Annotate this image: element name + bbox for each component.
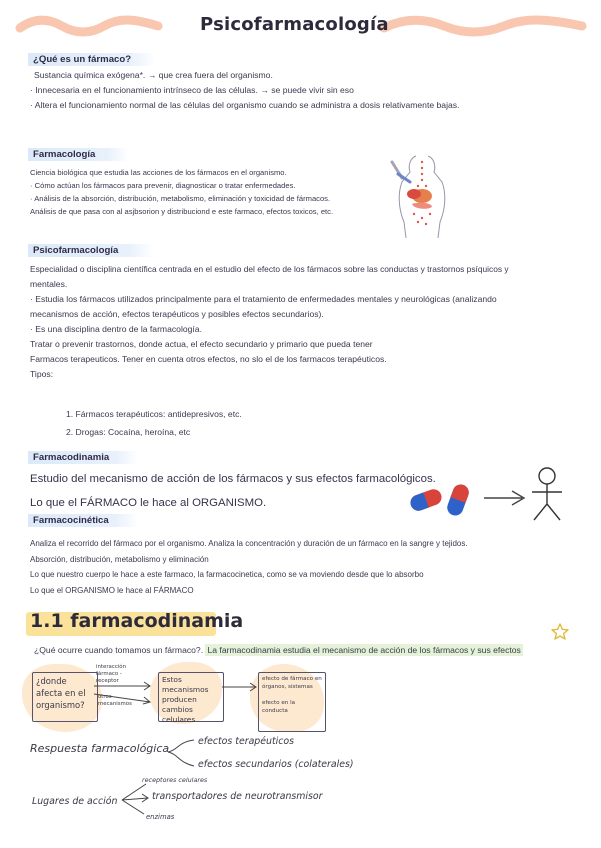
respuesta-item: efectos secundarios (colaterales) (198, 759, 354, 770)
diagram-text: efecto en la conducta (262, 700, 296, 714)
title-wave-right (378, 14, 588, 42)
text-line: Tratar o prevenir trastornos, donde actua, el efecto secundario y primario que pueda tener (30, 339, 373, 349)
diagram-arrows-1 (92, 672, 156, 708)
text-line: Tipos: (30, 369, 54, 379)
text-line: · Análisis de la absorción, distribución, metabolismo, eliminación y toxicidad de fármacos. (30, 194, 331, 203)
page-title: Psicofarmacología (200, 14, 389, 35)
section-body-farmacocinetica (30, 536, 590, 598)
question-highlight: La farmacodinamia estudia el mecanismo de acción de los fármacos y sus efectos (207, 645, 521, 655)
question-text: ¿Qué ocurre cuando tomamos un fármaco?. (34, 645, 204, 655)
diagram-arrow-label-top: interacción fármaco - receptor (96, 664, 127, 684)
text-line: · Cómo actúan los fármacos para prevenir, diagnosticar o tratar enfermedades. (30, 181, 296, 190)
section-body-farmacodinamia (30, 470, 450, 512)
digestive-system-icon (388, 152, 456, 240)
respuesta-item: efectos terapéuticos (198, 736, 295, 747)
diagram-box-donde (32, 672, 98, 722)
lugares-item: enzimas (146, 813, 175, 821)
section-heading-farmacodinamia: Farmacodinamia (28, 451, 138, 464)
text-line: Lo que el FÁRMACO le hace al ORGANISMO. (30, 497, 267, 509)
text-line: · Estudia los fármacos utilizados principalmente para el tratamiento de enfermedades mentales y neurológicas (analizando (30, 294, 497, 304)
diagram-box-efecto (258, 672, 326, 732)
section-heading-que-es: ¿Qué es un fármaco? (28, 53, 156, 66)
text-line: Estudio del mecanismo de acción de los fármacos y sus efectos farmacológicos. (30, 473, 436, 485)
text-line: · Es una disciplina dentro de la farmacología. (30, 324, 202, 334)
list-item: 1. Fármacos terapéuticos: antidepresivos, etc. (66, 409, 242, 419)
lugares-label: Lugares de acción (32, 796, 118, 807)
text-line: Absorción, distribución, metabolismo y eliminación (30, 554, 209, 564)
diagram-text: ¿donde afecta en el organismo? (36, 676, 86, 710)
text-line: Ciencia biológica que estudia las acciones de los fármacos en el organismo. (30, 168, 287, 177)
text-line: Lo que el ORGANISMO le hace al FÁRMACO (30, 585, 194, 595)
text-line: mecanismos de acción, efectos terapéuticos y posibles efectos secundarios). (30, 309, 324, 319)
lugares-item: transportadores de neurotransmisor (152, 791, 323, 802)
section-heading-1-1: 1.1 farmacodinamia (30, 610, 244, 632)
star-icon (550, 622, 570, 642)
text-line: Especialidad o disciplina científica centrada en el estudio del efecto de los fármacos sobre las conductas y trastornos psíquicos y (30, 264, 509, 274)
text-line: · Innecesaria en el funcionamiento intrínseco de las células. → se puede vivir sin eso (30, 85, 354, 95)
text-line: Análisis de que pasa con al asjbsorion y distribuciond e este farmaco, efectos toxicos, etc. (30, 207, 334, 216)
text-line: Lo que nuestro cuerpo le hace a este farmaco, la farmacocinetica, como se va moviendo desde que lo absorbo (30, 570, 424, 579)
text-line: Sustancia química exógena*. → que crea fuera del organismo. (34, 70, 273, 80)
section-body-farmacologia (30, 166, 380, 218)
diagram-text: Estos mecanismos producen cambios celulares (162, 675, 209, 724)
section-heading-psicofarmacologia: Psicofarmacología (28, 244, 154, 257)
capsule-icon (408, 480, 480, 520)
text-line: Analiza el recorrido del fármaco por el organismo. Analiza la concentración y duración de un fármaco en la sangre y tejidos. (30, 539, 468, 548)
diagram-box-cambios (158, 672, 224, 722)
arrow-icon (482, 488, 528, 508)
section-body-que-es (30, 68, 570, 113)
section-heading-farmacologia: Farmacología (28, 148, 128, 161)
section-heading-farmacocinetica: Farmacocinética (28, 514, 138, 527)
text-line: · Altera el funcionamiento normal de las células del organismo cuando se administra a dosis relativamente bajas. (30, 100, 460, 110)
respuesta-label: Respuesta farmacológica (30, 742, 170, 755)
text-line: Farmacos terapeuticos. Tener en cuenta otros efectos, no slo el de los farmacos terapéuticos. (30, 354, 387, 364)
diagram-text: efecto de fármaco en órganos, sistemas (262, 676, 322, 690)
diagram-arrow-label-bottom: otros mecanismos (98, 694, 132, 707)
respuesta-brace (164, 736, 198, 770)
question-line (34, 643, 523, 658)
title-wave-left (14, 14, 164, 42)
lugares-item: receptores celulares (142, 776, 208, 784)
types-list (66, 405, 366, 441)
text-line: mentales. (30, 279, 68, 289)
list-item: 2. Drogas: Cocaína, heroína, etc (66, 427, 191, 437)
section-body-psicofarmacologia (30, 262, 590, 382)
diagram-arrow-2 (220, 680, 260, 694)
stick-figure-icon (528, 466, 566, 524)
